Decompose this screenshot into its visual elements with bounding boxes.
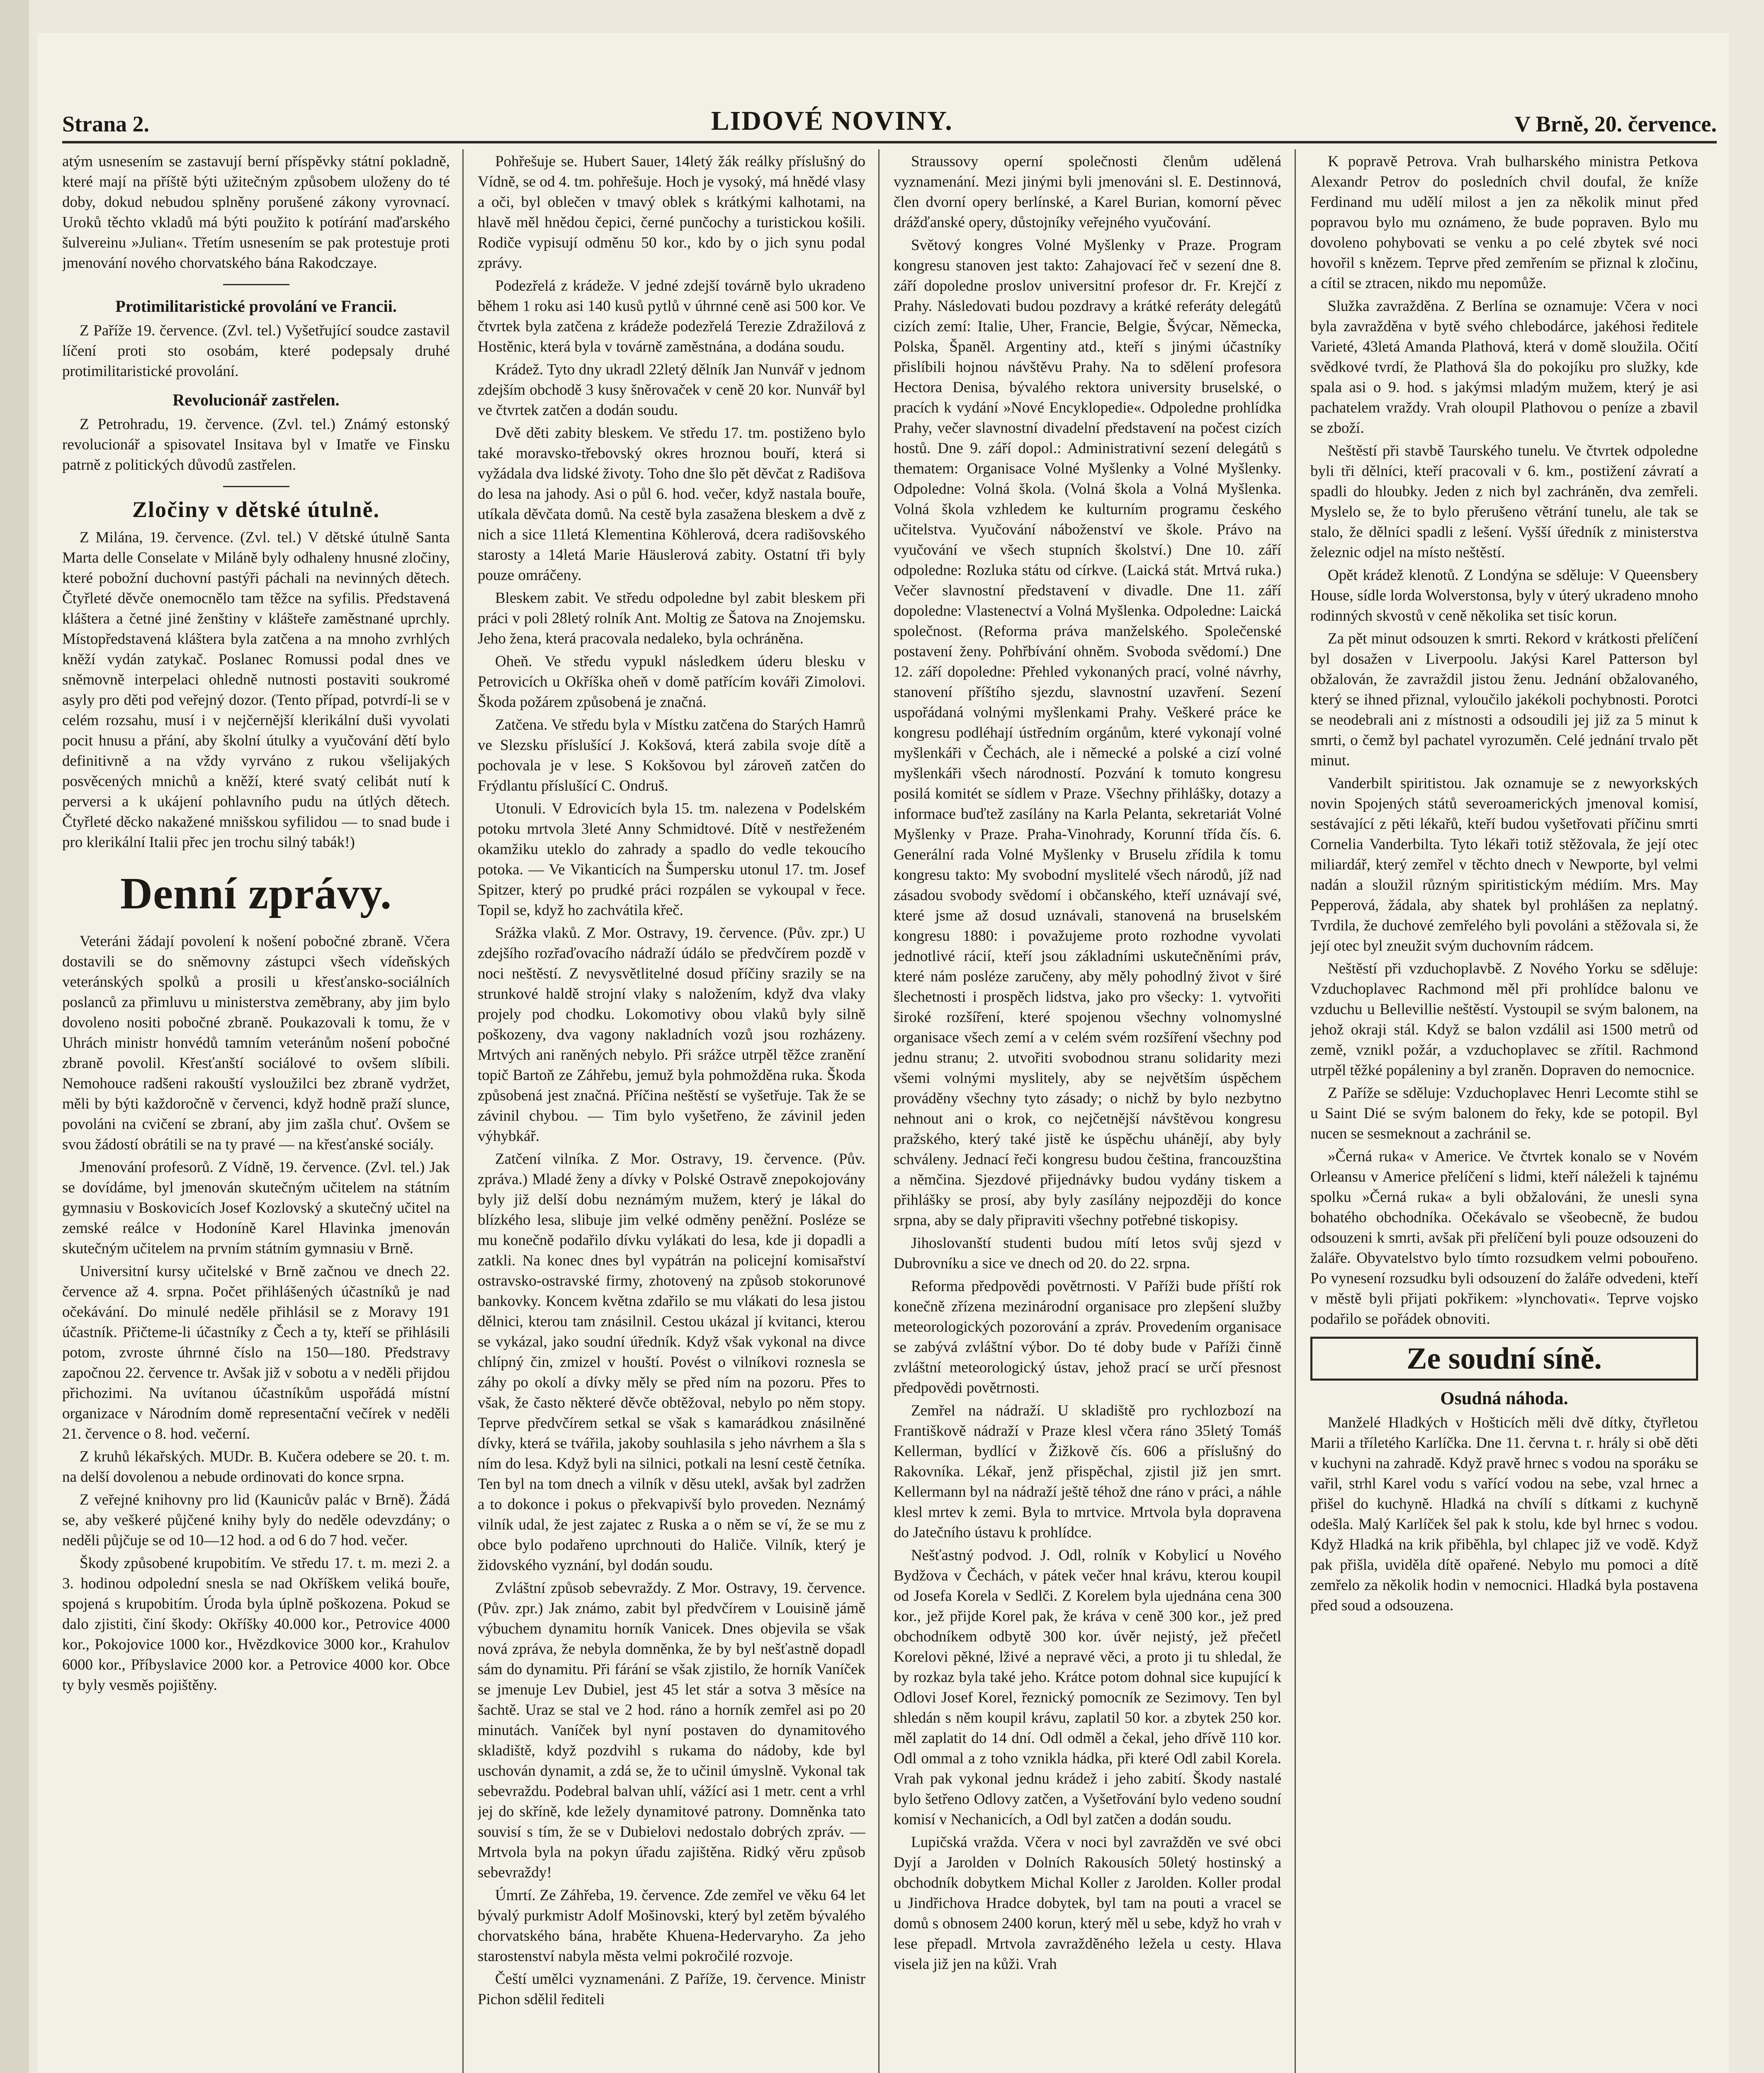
- issue-date: V Brně, 20. července.: [1514, 112, 1717, 136]
- article-text: atým usnesením se zastavují berní příspěvky státní pokladně, které mají na příště býti užitečným způsobem uloženy do té doby, dokud nebudou splněny porušené zákony vyrovnací. Uroků těchto vkladů má býti použito k potírání maďarského šulvereinu »Julian«. Třetím usnesením se pak protestuje proti jmenování nového chorvatského bána Rakodczaye.: [62, 153, 450, 272]
- header-bar: [62, 104, 1717, 137]
- column-1: [62, 151, 450, 2073]
- article-text: Oheň. Ve středu vypukl následkem úderu blesku v Petrovicích u Okříška oheň v domě patřícím kováři Zimolovi. Škoda požárem způsobená je značná.: [478, 653, 865, 711]
- article-text: Bleskem zabit. Ve středu odpoledne byl zabit bleskem při práci v poli 28letý rolník Ant. Moltig ze Šatova na Znojemsku. Jeho žena, která pracovala nedaleko, byla ochráněna.: [478, 590, 865, 647]
- section-box-title: Ze soudní síně.: [1310, 1337, 1698, 1381]
- column-4: [1310, 151, 1698, 2073]
- header-rule: [62, 141, 1717, 143]
- article-heading: Osudná náhoda.: [1440, 1388, 1568, 1408]
- article-text: Z Paříže 19. července. (Zvl. tel.) Vyšetřující soudce zastavil líčení proti sto osobám, které podepsaly druhé protimilitaristické provolání.: [62, 322, 450, 380]
- article-text: Jmenování profesorů. Z Vídně, 19. července. (Zvl. tel.) Jak se dovídáme, byl jmenován skutečným učitelem na státním gymnasiu v Boskovicích Josef Kozlovský a skutečný učitel na zemské reálce v Hodoníně Karel Hlavinka jmenován skutečným učitelem na prvním státním gymnasiu v Brně.: [62, 1159, 450, 1257]
- column-2: [478, 151, 865, 2073]
- article-text: Lupičská vražda. Včera v noci byl zavražděn ve své obci Dyjí a Jarolden v Dolních Rakousích 50letý hostinský a obchodník dobytkem Michal Koller z Jarolden. Koller prodal u Jindřichova Hradce dobytek, byl tam na pouti a vracel se domů s obnosem 2400 korun, který měl u sebe, když ho vrah v lese přepadl. Mrtvola zavražděného ležela u cesty. Hlava visela již jen na kůži. Vrah: [894, 1834, 1281, 1973]
- article-text: K popravě Petrova. Vrah bulharského ministra Petkova Alexandr Petrov do posledních chvil doufal, že kníže Ferdinand mu udělí milost a jen za několik minut před popravou bylo mu oznámeno, že bude popraven. Bylo mu dovoleno pohybovati se venku a po celé zbytek své noci hovořil s knězem. Teprve před zemřením se přiznal k zločinu, a cítil se ztracen, nikdo mu nepomůže.: [1310, 153, 1698, 292]
- article-text: Z Paříže se sděluje: Vzduchoplavec Henri Lecomte stihl se u Saint Dié se svým balonem do řeky, kde se potopil. Byl nucen se sesmeknout a zachránil se.: [1310, 1085, 1698, 1142]
- article-text: Straussovy operní společnosti členům udělená vyznamenání. Mezi jinými byli jmenováni sl. E. Destinnová, člen dvorní opery berlínské, a Karel Burian, komorní pěvec drážďanské opery, důstojníky veřejného vyučování.: [894, 153, 1281, 231]
- article-heading: Revolucionář zastřelen.: [173, 391, 340, 409]
- separator: [223, 284, 289, 285]
- column-divider: [1295, 149, 1296, 2073]
- article-text: Z Milána, 19. července. (Zvl. tel.) V dětské útulně Santa Marta delle Conselate v Miláně byly odhaleny hnusné zločiny, které pobožní duchovní pastýři páchali na nevinných dětech. Čtyřleté děvče onemocnělo tam těžce na syfilis. Představená kláštera a četné jiné ženštiny v klášteře zaměstnané uprchly. Místopředstavená kláštera byla zatčena a na mnoho zvrhlých kněží vydán zatykač. Poslanec Romussi podal dnes ve sněmovně interpelaci ohledně nutnosti postaviti soukromé asyly pro děti pod veřejný dozor. (Tento případ, potvrdí-li se v celém rozsahu, musí i v nejčernější klerikální duši vyvolati pocit hnusu a přání, aby školní útulky a vyučování dětí bylo definitivně a na vždy vyrváno z rukou všelijakých posvěcených mnichů a kněží, které svatý celibát nutí k perversi a k ukájení pohlavního pudu na útlých dětech. Čtyřleté děcko nakažené mnišskou syfilidou — to snad bude i pro klerikální Italii přec jen trochu silný tabák!): [62, 529, 450, 851]
- column-divider: [878, 149, 880, 2073]
- article-text: Universitní kursy učitelské v Brně začnou ve dnech 22. července až 4. srpna. Počet přihlášených účastníků je nad očekávání. Do minulé neděle přihlásil se z Moravy 191 účastník. Přičteme-li účastníky z Čech a ty, kteří se přihlásili potom, zvroste úhrnné číslo na 150—180. Předstravy započnou 22. července tr. Avšak již v sobotu a v neděli přijdou přichozimi. Na uvítanou účastníkům uspořádá místní organizace v Národním domě representační večírek v neděli 21. července o 8. hod. večerní.: [62, 1263, 450, 1442]
- article-text: Pohřešuje se. Hubert Sauer, 14letý žák reálky příslušný do Vídně, se od 4. tm. pohřešuje. Hoch je vysoký, má hnědé vlasy a oči, byl oblečen v tmavý oblek s krátkými kalhotami, na hlavě měl hnědou čepici, černé punčochy a turistickou košili. Rodiče vypisují odměnu 50 kor., kdo by o jich synu podal zprávy.: [478, 153, 865, 272]
- article-text: Škody způsobené krupobitím. Ve středu 17. t. m. mezi 2. a 3. hodinou odpolední snesla se nad Okříškem veliká bouře, spojená s krupobitím. Úroda byla úplně poškozena. Pokud se dalo zjistiti, činí škody: Okříšky 40.000 kor., Petrovice 4000 kor., Pokojovice 1000 kor., Hvězdkovice 3000 kor., Krahulov 6000 kor., Příbyslavice 2000 kor. a Petrovice 4000 kor. Obce ty byly vesměs pojištěny.: [62, 1555, 450, 1694]
- article-text: Neštěstí při stavbě Taurského tunelu. Ve čtvrtek odpoledne byli tři dělníci, kteří pracovali v 6. km., postižení závratí a spadli do hloubky. Jeden z nich byl zachráněn, dva zemřeli. Myslelo se, že to bylo přerušeno větrání tunelu, ale tak se stalo, že dělníci spadli z lešení. Vyšší úředník z ministerstva železnic odjel na místo neštěstí.: [1310, 442, 1698, 561]
- article-text: »Černá ruka« v Americe. Ve čtvrtek konalo se v Novém Orleansu v Americe přelíčení s lidmi, kteří náleželi k tajnému spolku »Černá ruka« a byli obžalováni, že unesli syna bohatého obchodníka. Očekávalo se všeobecně, že budou odsouzeni k smrti, avšak při přelíčení byli pouze odsouzeni do žaláře. Obyvatelstvo bylo tímto rozsudkem velmi pobouřeno. Po vynesení rozsudku byli odsouzení do žaláře odvedeni, kteří v městě byli přijati pokřikem: »lynchovati«. Teprve vojsko podařilo se pořádek obnoviti.: [1310, 1148, 1698, 1328]
- page-number: Strana 2.: [62, 112, 150, 136]
- article-text: Z veřejné knihovny pro lid (Kaunicův palác v Brně). Žádá se, aby veškeré půjčené knihy byly do neděle odevzdány; o neděli půjčuje se od 10—12 hod. a od 6 do 7 hod. večer.: [62, 1491, 450, 1549]
- article-text: Dvě děti zabity bleskem. Ve středu 17. tm. postiženo bylo také moravsko-třebovský okres hroznou bouří, která si vyžádala dva lidské životy. Toho dne šlo pět děvčat z Radišova do lesa na jahody. Asi o půl 6. hod. večer, když nastala bouře, utíkala děvčata domů. Na cestě byla zasažena bleskem a dvě z nich a sice 11letá Klementina Köhlerová, dcera radišovského starosty a 14letá Marie Häuslerová zabity. Ostatní tři byly pouze omráčeny.: [478, 425, 865, 584]
- article-text: Utonuli. V Edrovicích byla 15. tm. nalezena v Podelském potoku mrtvola 3leté Anny Schmidtové. Dítě v nestřeženém okamžiku uteklo do zahrady a spadlo do vedle tekoucího potoka. — Ve Vikanticích na Šumpersku utonul 17. tm. Josef Spitzer, který po prudké práci rozpálen se vykoupal v řece. Topil se, když ho zachvátila křeč.: [478, 800, 865, 919]
- article-text: Světový kongres Volné Myšlenky v Praze. Program kongresu stanoven jest takto: Zahajovací řeč v sezení dne 8. září dopoledne proslov universitní profesor dr. Fr. Krejčí z Prahy. Následovati budou pozdravy a krátké referáty delegátů cizích zemí: Italie, Uher, Francie, Belgie, Švýcar, Německa, Polska, Španěl. Argentiny atd., kteří s jinými účastníky přislíbili hojnou návštěvu Prahy. Na to sdělení profesora Hectora Denisa, bývalého rektora university bruselské, o pracích k vydání »Nové Encyklopedie«. Odpoledne prohlídka Prahy, večer slavnostní divadelní představení na počest cizích hostů. Dne 9. září dopol.: Administrativní sezení delegátů s thematem: Organisace Volné Myšlenky a Volné Myšlenky. Odpoledne: Volná škola. (Volná škola a Volná Myšlenka. Volná škola vzhledem ke kulturním programu českého učitelstva. Vyučování náboženství ve škole. Právo na vyučování ve všech stupních školství.) Dne 10. září odpoledne: Rozluka státu od církve. (Laická stát. Mrtvá ruka.) Večer slavnostní představení v divadle. Dne 11. září dopoledne: Vlastenectví a Volná Myšlenka. Odpoledne: Laická společnost. (Reforma práva manželského. Společenské postavení ženy. Pohřbívání ohněm. Svoboda svědomí.) Dne 12. září dopoledne: Přehled vykonaných prací, volné návrhy, stanovení příštího sjezdu, slavnostní uzavření. Sezení uspořádaná volnými myšlenkami Prahy. Veškeré práce ke kongresu podléhají ústředním orgánům, které vykonají volné myšlenkáři v Čechách, ale i německé a polské a cizí volné myšlenkáři všech národností. Pozvání k tomuto kongresu posilá komitét se sídlem v Praze. Všechny přihlášky, dotazy a informace buďtež zasílány na Karla Pelanta, sekretariát Volné Myšlenky v Praze. Praha-Vinohrady, Korunní třída čís. 6. Generální rada Volné Myšlenky v Bruselu zřídila k tomu kongresu takto: My svobodní myslitelé všech národů, jíž nad zásadou svobody svědomí i občanského, kteří uznávají své, které jsme až dosud uznávali, stanovená na bruselském kongresu 1880: i považujeme proto rozhodne vyvolati jednotlivé rácií, kteří jsou základními uskutečněními práv, které nám posléze zaručeny, aby měly pohodlný život v širé šlechetnosti i prospěch lidstva, jako pro všecky: 1. vytvořiti široké rozšíření, které spojenou všechny volnomyslné organisace všech zemí a v celém svém rozšíření všechny pod jednu stranu; 2. utvořiti svobodnou stranu solidarity mezi všemi volnými myslitely, aby se největším úspěchem prováděny všechny tyto zásady; o nichž by bylo nezbytno nehnout ani o krok, co nejčetnější návštěvou kongresu pražského, který také jistě ke úspěchu uhánějí, aby byly schváleny. Jednací řeči kongresu budou čeština, francouzština a němčina. Sjezdové přijednávky budou vydány tiskem a přihlášky se prosí, aby byly zasílány nejpozději do konce srpna, aby se daly připraviti všechny potřebné tiskopisy.: [894, 237, 1281, 1229]
- masthead: LIDOVÉ NOVINY.: [711, 106, 953, 136]
- page-fold-shadow: [0, 0, 29, 2073]
- article-heading: Protimilitaristické provolání ve Francii.: [115, 297, 397, 316]
- article-text: Zatčena. Ve středu byla v Místku zatčena do Starých Hamrů ve Slezsku příslušící J. Kokšová, která zabila svoje dítě a pochovala je v lese. S Kokšovou byl zároveň zatčen do Frýdlantu příslušící C. Ondruš.: [478, 716, 865, 794]
- section-heading: Zločiny v dětské útulně.: [132, 497, 380, 522]
- article-text: Zvláštní způsob sebevraždy. Z Mor. Ostravy, 19. července. (Pův. zpr.) Jak známo, zabit byl předvčírem v Louisině jámě výbuchem dynamitu horník Vanicek. Dnes objevila se však nová zpráva, že nebyla domněnka, že by byl nešťastně dopadl sám do dynamitu. Při fárání se však zjistilo, že horník Vaníček se jmenuje Lev Dubiel, jest 45 let stár a sotva 3 měsíce na šachtě. Uraz se stal ve 2 hod. ráno a horník zemřel asi po 20 minutách. Vaníček byl nyní postaven do dynamitového skladiště, když pozdvihl s rukama do nádoby, kde byl uschován dynamit, a zdá se, že to učinil úmyslně. Vykonal tak sebevraždu. Podebral balvan uhlí, vážící asi 1 metr. cent a vrhl jej do skříně, kde ležely dynamitové patrony. Domněnka tato souvisí s tím, že se v Dubielovi nedostalo dobrých zpráv. — Mrtvola byla na pokyn úřadu zajištěna. Ridký věru způsob sebevraždy!: [478, 1580, 865, 1881]
- article-text: Za pět minut odsouzen k smrti. Rekord v krátkosti přelíčení byl dosažen v Liverpoolu. Jakýsi Karel Patterson byl obžalován, že zavraždil jistou ženu. Jednání obžalovaného, který se ihned přiznal, vyloučilo jakékoli pochybnosti. Porotci se neodebrali ani z místnosti a odsoudili jej již za 5 minut k smrti, o čemž byl pachatel vyrozuměn. Celé jednání trvalo pět minut.: [1310, 630, 1698, 769]
- article-text: Úmrtí. Ze Záhřeba, 19. července. Zde zemřel ve věku 64 let bývalý purkmistr Adolf Mošinovski, který byl zetěm bývalého chorvatského bána, hraběte Khuena-Hedervaryho. Za jeho starostenství nabyla města velmi pokročilé rozvoje.: [478, 1887, 865, 1965]
- article-text: Srážka vlaků. Z Mor. Ostravy, 19. července. (Pův. zpr.) U zdejšího rozřaďovacího nádraží údálo se předvčírem pozdě v noci neštěstí. Z nevysvětlitelné dosud příčiny srazily se na strunkové haldě strojní vlaky s naložením, když dva vlaky projely pod chodku. Lokomotivy obou vlaků byly silně poškozeny, dva vagony nakladních vozů jsou rozházeny. Mrtvých ani raněných nebylo. Při srážce utrpěl těžce zranění topič Bartoň ze Záhřebu, jemuž byla pohmožděna ruka. Škoda způsobená jest značná. Příčina neštěstí se vyšetřuje. Tak že se závinil chybou. — Tim bylo vyšetřeno, že závinil jeden výhybkář.: [478, 925, 865, 1145]
- article-text: Vanderbilt spiritistou. Jak oznamuje se z newyorkských novin Spojených států severoamerických jmenoval komisí, sestávající z pěti lékařů, kteří budou vyšetřovati příčinu smrti Cornelia Vanderbilta. Tyto lékaři totiž stěžovala, že její otec miliardář, který zemřel v těchto dnech v Newporte, byl velmi nadán a sloužil různým spiritistickým médiím. Mrs. May Pepperová, žádala, aby shatek byl prohlášen za neplatný. Tvrdila, že duchové zemřelého byli povoláni a stěžovala si, že její otec byl zneužit svým duchovním rádcem.: [1310, 775, 1698, 954]
- article-text: Krádež. Tyto dny ukradl 22letý dělník Jan Nunvář v jednom zdejším obchodě 3 kusy šněrovaček v ceně 20 kor. Nunvář byl ve čtvrtek zatčen a dodán soudu.: [478, 361, 865, 419]
- article-text: Zatčení vilníka. Z Mor. Ostravy, 19. července. (Pův. zpráva.) Mladé ženy a dívky v Polské Ostravě znepokojovány byly již delší dobu neznámým mužem, který je lákal do blízkého lesa, slibuje jim velké odměny peněžní. Posléze se mu konečně podařilo dívku vylákati do lesa, kde ji dopadli a zatkli. Na konec dnes byl vypátrán na policejní komisařství ostravsko-ostravské firmy, zhotovený na způsob stokorunové bankovky. Koncem května zdařilo se mu vlákati do lesa jistou dělnici, kterou tam znásilnil. Cestou ukázal jí kvitanci, kterou se vykázal, jako soudní úředník. Když však vykonal na divce chlípný čin, zmizel v houští. Povést o vilníkovi roznesla se záhy po okolí a dívky měly se před ním na pozoru. Přes to však, že často některé děvče obtěžoval, nebylo po něm stopy. Teprve předvčírem setkal se však s kamarádkou znásilněné dívky, která se tvářila, jakoby souhlasila s jeho návrhem a šla s ním do lesa. Když byli na silnici, potkali na lesní cestě četníka. Ten byl na tom dnech a vilník v děsu utekl, avšak byl zadržen a to dokonce i pokus o překvapivší bylo proveden. Neznámý vilník udal, že jest zajatec z Ruska a o něm se ví, že se mu z obce bylo podařeno uprchnouti do Haliče. Vilník, který je židovského vyznání, byl dodán soudu.: [478, 1151, 865, 1574]
- article-text: Z kruhů lékařských. MUDr. B. Kučera odebere se 20. t. m. na delší dovolenou a nebude ordinovati do konce srpna.: [62, 1448, 450, 1486]
- article-text: Zemřel na nádraží. U skladiště pro rychlozbozí na Františkově nádraží v Praze klesl včera ráno 35letý Tomáš Kellerman, bydlící v Žižkově čís. 606 a příslušný do Rakovníka. Lékař, jenž přispěchal, zjistil již jen smrt. Kellermann byl na nádraží ještě téhož dne ráno v práci, a náhle klesl mrtev k zemi. Byla to mrtvice. Mrtvola byla dopravena do Jatečního ústavu k prohlídce.: [894, 1402, 1281, 1541]
- separator: [223, 486, 289, 487]
- article-text: Podezřelá z krádeže. V jedné zdejší továrně bylo ukradeno během 1 roku asi 140 kusů pytlů v úhrnné ceně asi 500 kor. Ve čtvrtek byla zatčena z krádeže podezřelá Terezie Zdražilová z Hostěnic, která byla v továrně zaměstnána, a dodána soudu.: [478, 277, 865, 355]
- column-divider: [462, 149, 464, 2073]
- column-3: [894, 151, 1281, 2073]
- article-text: Jihoslovanští studenti budou mítí letos svůj sjezd v Dubrovníku a sice ve dnech od 20. do 22. srpna.: [894, 1235, 1281, 1272]
- article-text: Služka zavražděna. Z Berlína se oznamuje: Včera v noci byla zavražděna v bytě svého chlebodárce, jakéhosi ředitele Varieté, 43letá Amanda Plathová, která v domě sloužila. Očití svědkové tvrdí, že Plathová šla do pokojíku pro služky, kde spala asi o 9. hod. s jakýmsi mladým mužem, který je asi pachatelem vraždy. Vrah oloupil Plathovou o peníze a zbavil se zboží.: [1310, 298, 1698, 437]
- article-text: Nešťastný podvod. J. Odl, rolník v Kobylicí u Nového Bydžova v Čechách, v pátek večer hnal krávu, kterou koupil od Josefa Korela v Sedlči. Z Korelem byla ujednána cena 300 kor., jež přijde Korel pak, že kráva v ceně 300 kor., jež pred obchodníkem odbytě 300 kor. úvěr nejistý, jež přečetl Korelovi pěkné, lživé a nepravé věci, a proto ji tu shledal, že by rozkaz byla také jeho. Krátce potom dohnal sice kupující k Odlovi Josef Korel, řeznický pomocník ze Sezimovy. Ten byl shledán s něm koupil krávu, zaplatil 50 kor. a zbytek 250 kor. měl zaplatit do 14 dní. Odl odměl a čekal, jeho dřívě 110 kor. Odl ommal a z toho vznikla hádka, při které Odl zabil Korela. Vrah pak vykonal jednu krádež i jeho zabití. Škody nastalé bylo šetřeno Odlovy zatčen, a Vyšetřování bylo vedeno soudní komisí v Nechanicích, a Odl byl zatčen a dodán soudu.: [894, 1547, 1281, 1828]
- article-text: Veteráni žádají povolení k nošení pobočné zbraně. Včera dostavili se do sněmovny zástupci všech vídeňských veteránských spolků a prosili u křesťansko-sociálních poslanců za přimluvu u ministerstva zeměbrany, aby jim bylo dovoleno nositi pobočné zbraně. Poukazovali k tomu, že v Uhrách ministr honvédů tamním veteránům nošení pobočné zbraně povolil. Křesťanští sociálové to ovšem slíbili. Nemohouce radšeni rakouští vysloužilci bez zbraně vydržet, měli by býti každoročně v červenci, když hodně praží slunce, povoláni na cvičení se zbraní, aby jim zašla chuť. Ovšem se svou žádostí obrátili se na ty pravé — na křesťanské sociály.: [62, 933, 450, 1153]
- article-text: Z Petrohradu, 19. července. (Zvl. tel.) Známý estonský revolucionář a spisovatel Insitava byl v Imatře ve Finsku patrně z politických důvodů zastřelen.: [62, 416, 450, 473]
- section-title: Denní zprávy.: [120, 869, 392, 918]
- article-text: Manželé Hladkých v Hošticích měli dvě dítky, čtyřletou Marii a tříletého Karlíčka. Dne 11. června t. r. hrály si obě děti v kuchyni na zahradě. Když pravě hrnec s vodou na sporáku se vařil, strhl Karel vodu s vařící vodou na sebe, vzal hrnec a přišel do kuchyně. Hladká na chvílí s dítkami z kuchyně odešla. Malý Karlíček šel pak k stolu, kde byl hrnec s vodou. Když Hladká na krik přiběhla, byl chlapec již ve vodě. Když pak přišla, uviděla dítě opařené. Nebylo mu pomoci a dítě zemřelo za několik hodin v nemocnici. Hladká byla postavena před soud a odsouzena.: [1310, 1414, 1698, 1614]
- article-text: Čeští umělci vyznamenáni. Z Paříže, 19. července. Ministr Pichon sdělil řediteli: [478, 1971, 865, 2008]
- article-text: Reforma předpovědi povětrnosti. V Paříži bude příští rok konečně zřízena mezinárodní organisace pro zlepšení služby meteorologických pozorování a zpráv. Provedením organisace se zabývá zvláštní výbor. Do té doby bude v Paříži činně zvláštní meteorologický ústav, jehož prací se určí přesnost předpovědi povětrnosti.: [894, 1278, 1281, 1396]
- article-text: Opět krádež klenotů. Z Londýna se sděluje: V Queensbery House, sídle lorda Wolverstonsa, byly v úterý ukradeno mnoho rodinných skvostů v ceně několika set tisíc korun.: [1310, 567, 1698, 624]
- article-text: Neštěstí při vzduchoplavbě. Z Nového Yorku se sděluje: Vzduchoplavec Rachmond měl při prohlídce balonu ve vzduchu u Bellevillie neštěstí. Vystoupil se svým balonem, na jehož okraji stál. Když se balon vzdálil asi 1500 metrů od země, vznikl požár, a vzduchoplavec se zřítil. Rachmond utrpěl těžké popáleniny a byl zraněn. Dopraven do nemocnice.: [1310, 960, 1698, 1079]
